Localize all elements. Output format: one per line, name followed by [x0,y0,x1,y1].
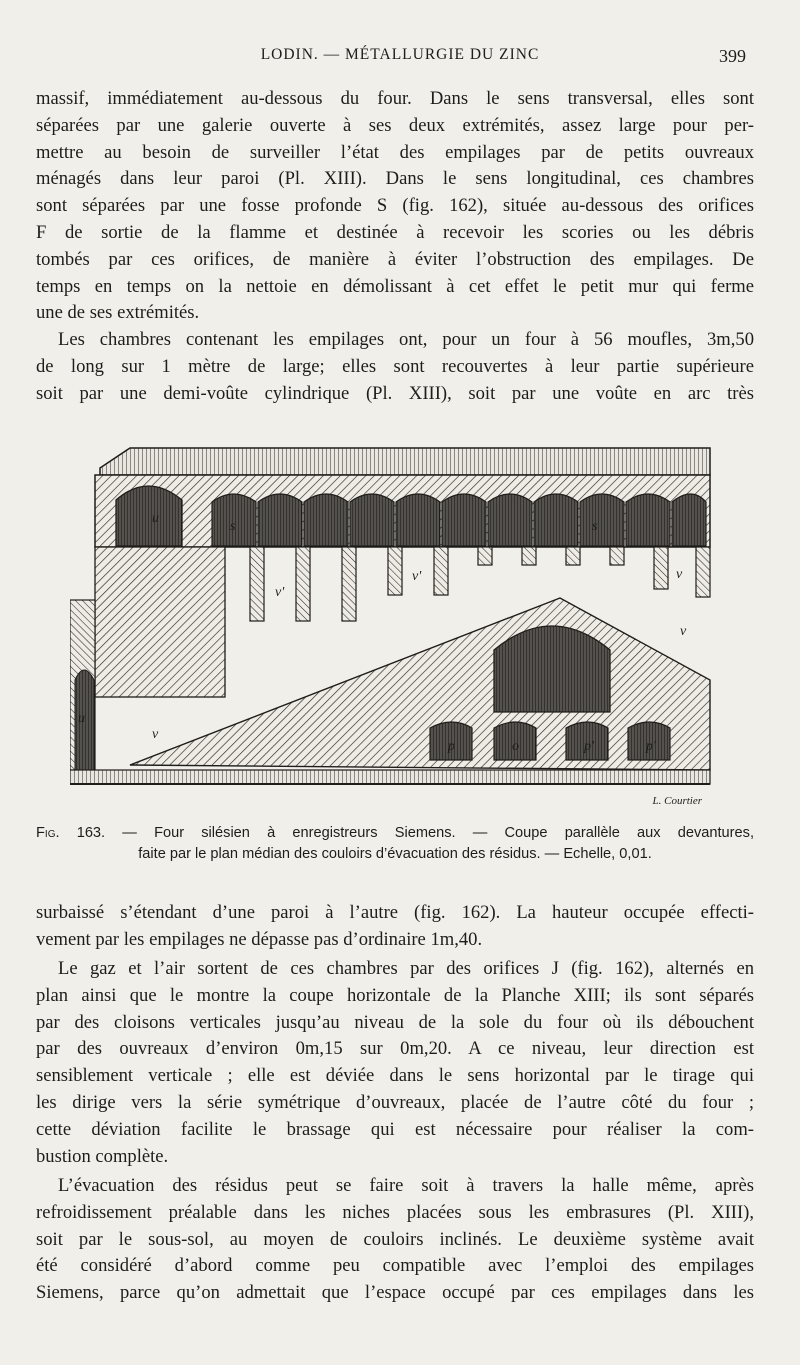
caption-text: — Four silésien à enregistreurs Siemens. — Coupe parallèle aux devantures, [122,825,754,841]
central-arch [494,626,610,712]
running-title: LODIN. — MÉTALLURGIE DU ZINC [260,46,540,63]
text-line: F de sortie de la flamme et destinée à recevoir les scories ou les débris [36,221,754,243]
label-v-prime: v' [275,585,285,600]
text-line: par des ouvreaux d’environ 0m,15 sur 0m,20. A ce niveau, leur direction est [36,1038,754,1060]
label-p-prime: p' [584,739,594,754]
text-line: sont séparées par une fosse profonde S (fig. 162), située au-dessous des orifices [36,195,754,217]
label-v: v [676,567,683,582]
text-line: les dirige vers la série symétrique d’ouvreaux, placée de l’autre côté du four ; [36,1091,754,1113]
page-number: 399 [719,46,746,66]
foundation [70,770,710,784]
caption-number: Fig. 163. [36,825,106,841]
text-line: par des cloisons verticales jusqu’au niveau de la sole du four où ils débouchent [36,1011,754,1033]
paragraph-2 [36,327,754,407]
text-line: Siemens, parce qu’on admettait que l’espace occupé par ces empilages dans les [36,1282,754,1304]
text-line: été considéré d’abord comme peu compatible avec l’emploi des empilages [36,1255,754,1277]
text-line: sensiblement verticale ; elle est déviée dans le sens horizontal par le tirage qui [36,1065,754,1087]
label-s: s [230,519,236,534]
text-line: L’évacuation des résidus peut se faire soit à travers la halle même, après [58,1175,754,1196]
label-v-prime: v' [412,569,422,584]
text-line: soit par le sous-sol, au moyen de couloirs inclinés. Le deuxième système avait [36,1228,754,1250]
text-line: Les chambres contenant les empilages ont, pour un four à 56 moufles, 3m,50 [58,329,754,350]
label-p: p [448,739,455,754]
text-line: vement par les empilages ne dépasse pas d’ordinaire 1m,40. [36,928,483,950]
text-line: surbaissé s’étendant d’une paroi à l’autre (fig. 162). La hauteur occupée effecti- [36,902,754,923]
text-line: massif, immédiatement au-dessous du four. Dans le sens transversal, elles sont [36,88,754,109]
left-masonry [95,547,225,697]
paragraph-1 [36,86,754,327]
running-head [0,44,800,70]
arched-chamber-row [212,494,706,546]
text-line: Le gaz et l’air sortent de ces chambres par des orifices J (fig. 162), alternés en [58,958,754,979]
engraver-signature: L. Courtier [652,795,702,807]
text-line: une de ses extrémités. [36,302,200,324]
label-s: s [592,519,598,534]
label-v: v [152,727,159,742]
text-line: de long sur 1 mètre de large; elles sont recouvertes à leur partie supérieure [36,355,754,377]
text-line: cette déviation facilite le brassage qui est nécessaire pour réaliser la com- [36,1118,754,1140]
text-line: refroidissement préalable dans les niches placées sous les embrasures (Pl. XIII), [36,1201,754,1223]
text-line: plan ainsi que le montre la coupe horizontale de la Planche XIII; ils sont séparés [36,984,754,1006]
text-line: séparées par une galerie ouverte à ses deux extrémités, assez large pour per- [36,114,754,136]
top-slab [100,448,710,475]
label-v: v [680,624,687,639]
text-line: soit par une demi-voûte cylindrique (Pl. XIII), soit par une voûte en arc très [36,382,754,404]
label-p-prime: p' [646,739,656,754]
text-line: ménagés dans leur paroi (Pl. XIII). Dans le sens longitudinal, ces chambres [36,168,754,190]
paragraph-5 [36,1173,754,1307]
left-chamber [116,486,182,546]
text-line: tombés par ces orifices, de manière à éviter l’obstruction des empilages. De [36,248,754,270]
label-u: u [152,511,159,526]
text-line: bustion complète. [36,1145,169,1167]
caption-text: faite par le plan médian des couloirs d’évacuation des résidus. — Echelle, 0,01. [138,846,652,862]
label-o: o [512,739,519,754]
paragraph-4 [36,956,754,1170]
text-line: mettre au besoin de surveiller l’état des empilages par de petits ouvreaux [36,141,754,163]
label-u: u [78,711,85,726]
vertical-flues [250,547,710,621]
figure-163 [70,440,720,812]
furnace-section-drawing [70,440,720,812]
text-line: temps en temps on la nettoie en démolissant à cet effet le petit mur qui ferme [36,275,754,297]
paragraph-3 [36,900,754,954]
figure-caption [36,823,754,865]
